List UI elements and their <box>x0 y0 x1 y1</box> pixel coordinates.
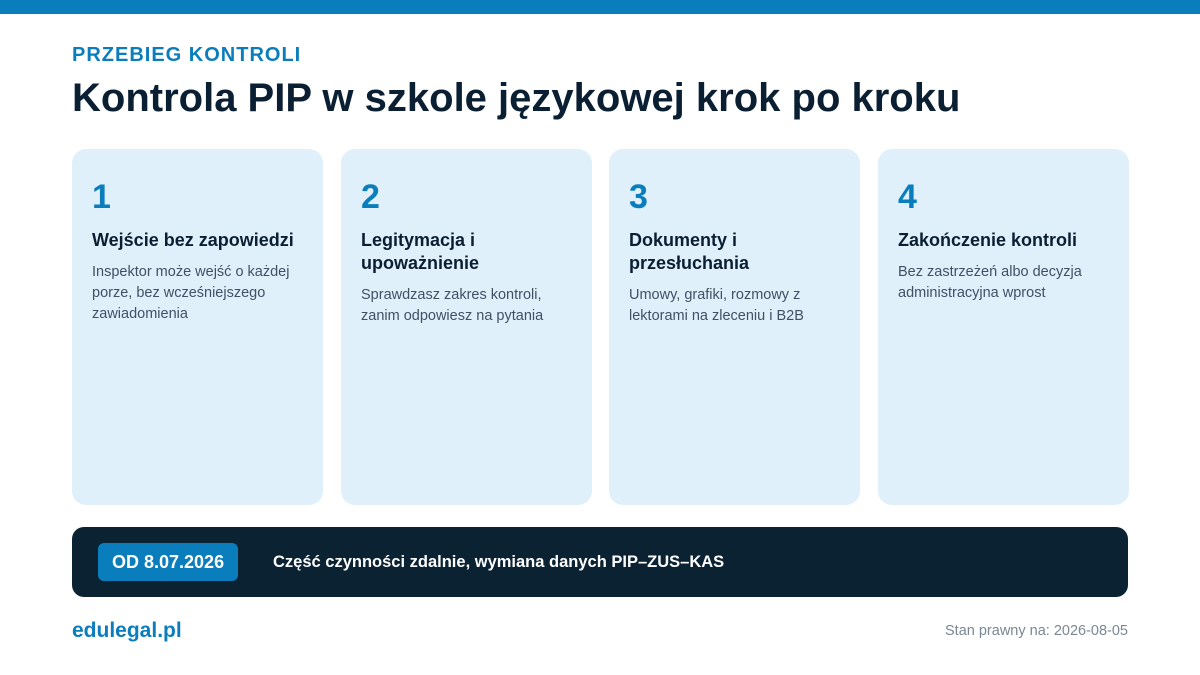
step-title: Zakończenie kontroli <box>898 230 1078 250</box>
date-badge: OD 8.07.2026 <box>98 543 238 581</box>
step-description: Umowy, grafiki, rozmowy z lektorami na zleceniu i B2B <box>629 287 804 324</box>
step-title: Legitymacja i upoważnienie <box>361 230 480 273</box>
top-accent-bar <box>0 0 1200 14</box>
steps-grid <box>72 149 1128 505</box>
step-card-2 <box>341 149 592 505</box>
step-description: Sprawdzasz zakres kontroli, zanim odpowiesz na pytania <box>361 287 544 324</box>
step-card-3 <box>609 149 860 505</box>
step-description: Inspektor może wejść o każdej porze, bez wcześniejszego zawiadomienia <box>92 264 290 322</box>
step-number: 1 <box>92 178 111 216</box>
footer-brand-link[interactable]: edulegal.pl <box>72 619 182 642</box>
info-banner <box>72 527 1128 597</box>
legal-status-date: Stan prawny na: 2026-08-05 <box>945 623 1128 639</box>
step-title: Wejście bez zapowiedzi <box>92 230 294 250</box>
step-number: 3 <box>629 178 648 216</box>
page-title: Kontrola PIP w szkole językowej krok po kroku <box>72 76 961 120</box>
step-title: Dokumenty i przesłuchania <box>629 230 750 273</box>
section-eyebrow: PRZEBIEG KONTROLI <box>72 44 302 66</box>
step-card-1 <box>72 149 323 505</box>
banner-text: Część czynności zdalnie, wymiana danych PIP–ZUS–KAS <box>273 553 725 571</box>
step-number: 2 <box>361 178 380 216</box>
step-number: 4 <box>898 178 917 216</box>
step-card-4 <box>878 149 1129 505</box>
step-description: Bez zastrzeżeń albo decyzja administracyjna wprost <box>898 264 1082 301</box>
